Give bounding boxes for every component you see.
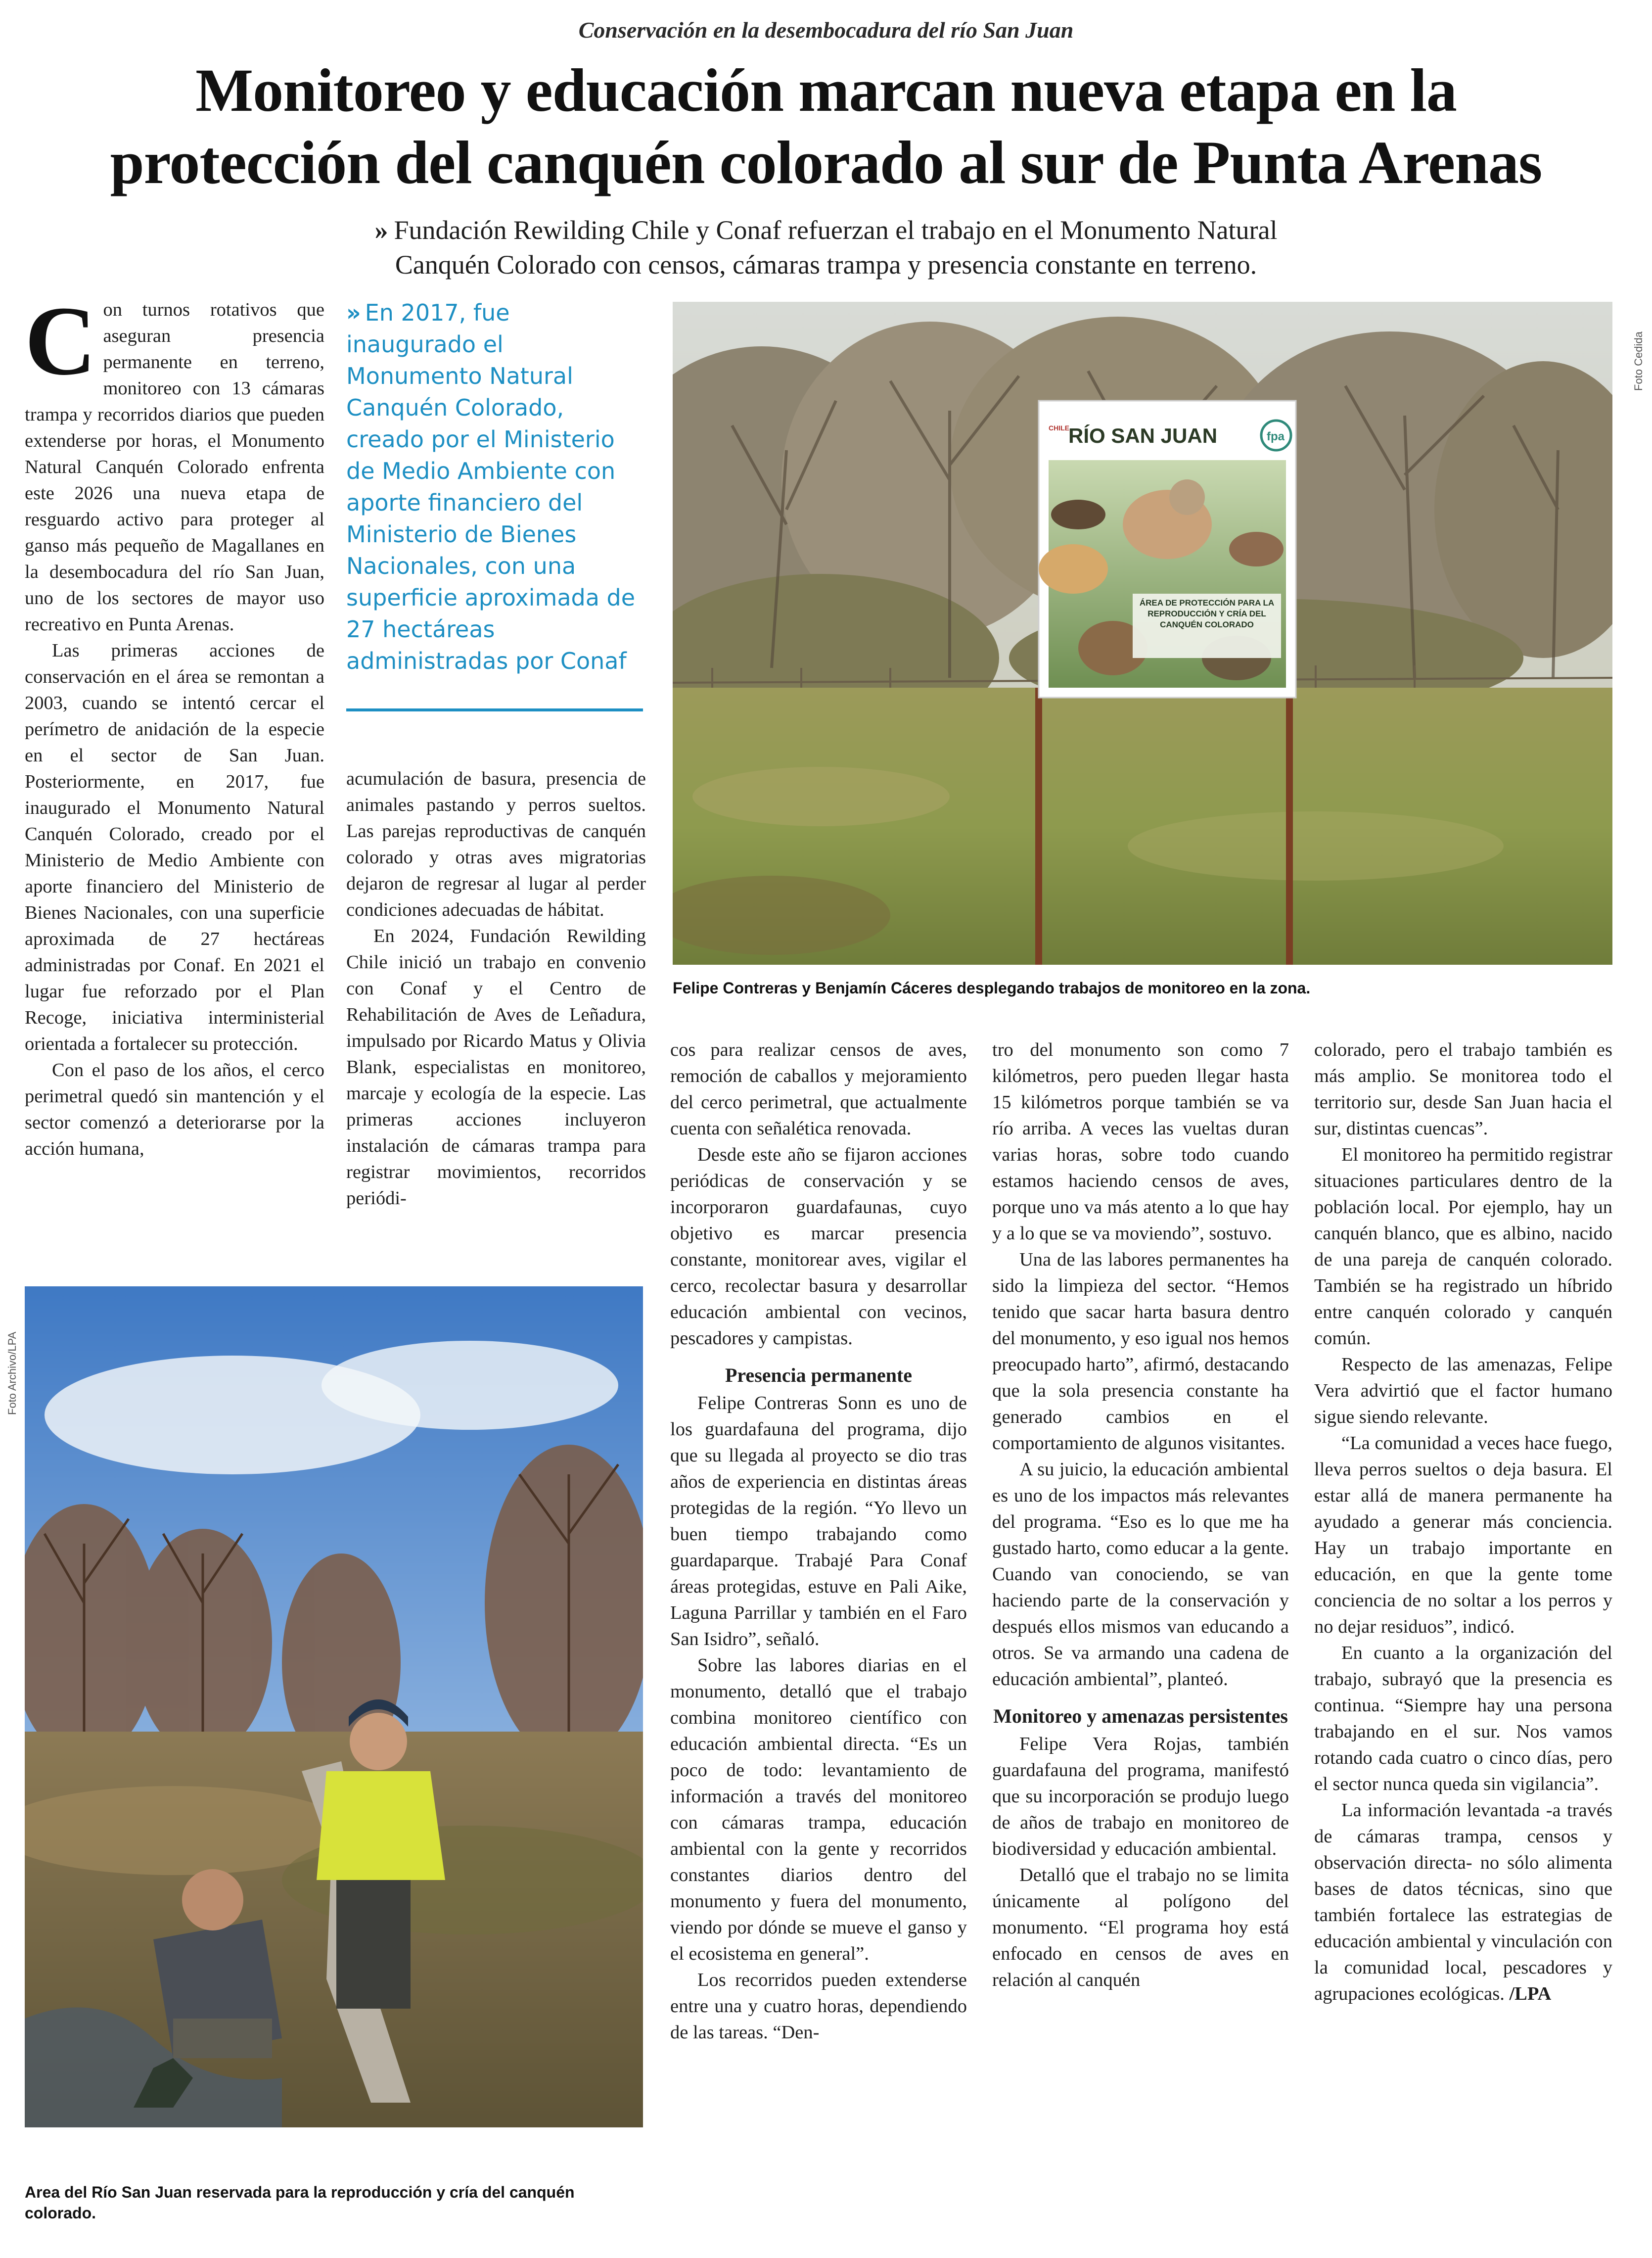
paragraph: colorado, pero el trabajo también es más amplio. Se monitorea todo el territorio sur, desde San Juan hacia el sur, distintas cuencas”. bbox=[1314, 1039, 1612, 1139]
paragraph: Felipe Vera Rojas, también guardafauna del programa, manifestó que su incorporación se produjo luego de años de trabajo en monitoreo de biodiversidad y educación ambiental. bbox=[992, 1734, 1289, 1859]
photo-sign bbox=[673, 302, 1612, 965]
paragraph: En cuanto a la organización del trabajo, subrayó que la presencia es continua. “Siempre hay una persona trabajando en el sur. Nos vamos rotando cada cuatro o cinco días, pero el sector nunca queda sin vigilancia”. bbox=[1314, 1643, 1612, 1794]
paragraph: Respecto de las amenazas, Felipe Vera advirtió que el factor humano sigue siendo relevante. bbox=[1314, 1354, 1612, 1427]
sign-badge: fpa bbox=[1267, 430, 1285, 443]
paragraph: Una de las labores permanentes ha sido la limpieza del sector. “Hemos tenido que sacar harta basura dentro del monumento, y eso igual nos hemos preocupado harto”, afirmó, destacando que la sola presencia constante ha generado cambios en el comportamiento de algunos visitantes. bbox=[992, 1249, 1289, 1454]
pull-quote-text: En 2017, fue inaugurado el Monumento Natural Canquén Colorado, creado por el Ministerio de Medio Ambiente con aporte financiero del Ministerio de Bienes Nacionales, con una superficie aproximada de 27 hectáreas administradas por Conaf bbox=[346, 299, 636, 674]
paragraph: Felipe Contreras Sonn es uno de los guardafauna del programa, dijo que su llegada al proyecto se dio tras años de experiencia en distintas áreas protegidas de la región. “Yo llevo un buen tiempo trabajando como guardaparque. Trabajé Para Conaf áreas protegidas, estuve en Pali Aike, Laguna Parrillar y también en el Faro San Isidro”, señaló. bbox=[670, 1393, 967, 1649]
sign-logo: CHILE bbox=[1049, 424, 1069, 432]
chevron-icon: » bbox=[346, 299, 361, 326]
deck-line-1: Fundación Rewilding Chile y Conaf refuerzan el trabajo en el Monumento Natural bbox=[394, 215, 1278, 245]
photo-guardafaunas-image bbox=[25, 1286, 643, 2127]
photo-caption-bottom: Area del Río San Juan reservada para la reproducción y cría del canquén colorado. bbox=[25, 2183, 575, 2222]
photo-guardafaunas bbox=[25, 1286, 643, 2127]
drop-cap: C bbox=[25, 286, 96, 396]
paragraph: tro del monumento son como 7 kilómetros, pero pueden llegar hasta 15 kilómetros porque también se va río arriba. A veces las vueltas duran varias horas, sobre todo cuando estamos haciendo censos de aves, porque uno va más atento a lo que hay y a lo que se va moviendo”, sostuvo. bbox=[992, 1039, 1289, 1244]
column-5 bbox=[1314, 1037, 1612, 2007]
paragraph: Detalló que el trabajo no se limita únicamente al polígono del monumento. “El programa hoy está enfocado en censos de aves en relación al canquén bbox=[992, 1865, 1289, 1990]
paragraph-text: La información levantada -a través de cámaras trampa, censos y observación directa- no sólo alimenta bases de datos técnicas, sino que también fortalece las estrategias de educación ambiental y vinculación con la comunidad local, pescadores y agrupaciones ecológicas. bbox=[1314, 1800, 1612, 2004]
photo-credit-bottom: Foto Archivo/LPA bbox=[6, 1331, 18, 1415]
headline bbox=[64, 54, 1588, 199]
column-2 bbox=[346, 766, 646, 1212]
chevron-icon: » bbox=[374, 215, 388, 245]
deck-line-2: Canquén Colorado con censos, cámaras trampa y presencia constante en terreno. bbox=[395, 250, 1257, 280]
headline-line-2: protección del canquén colorado al sur de Punta Arenas bbox=[110, 129, 1542, 196]
paragraph: Desde este año se fijaron acciones periódicas de conservación y se incorporaron guardafaunas, cuyo objetivo es marcar presencia constante, monitorear aves, vigilar el cerco, recolectar basura y desarrollar educación ambiental con vecinos, pescadores y campistas. bbox=[670, 1144, 967, 1349]
paragraph: Los recorridos pueden extenderse entre una y cuatro horas, dependiendo de las tareas. “Den- bbox=[670, 1970, 967, 2043]
paragraph: “La comunidad a veces hace fuego, lleva perros sueltos o deja basura. El estar allá de manera permanente ha ayudado a generar más conciencia. Hay un trabajo importante en educación, en que la gente tome conciencia de no soltar a los perros y no dejar residuos”, indicó. bbox=[1314, 1433, 1612, 1637]
column-4 bbox=[992, 1037, 1289, 1993]
pull-quote-rule bbox=[346, 708, 643, 711]
paragraph bbox=[1314, 1797, 1612, 2007]
paragraph: acumulación de basura, presencia de animales pastando y perros sueltos. Las parejas reproductivas de canquén colorado y otras aves migratorias dejaron de regresar al lugar al perder condiciones adecuadas de hábitat. bbox=[346, 768, 646, 920]
kicker: Conservación en la desembocadura del río San Juan bbox=[578, 17, 1074, 43]
signature: /LPA bbox=[1509, 1983, 1552, 2004]
subheading: Monitoreo y amenazas persistentes bbox=[993, 1705, 1288, 1727]
paragraph: El monitoreo ha permitido registrar situaciones particulares dentro de la población local. Por ejemplo, hay un canquén blanco, que es albino, nacido de una pareja de canquén colorado. También se ha registrado un híbrido entre canquén colorado y canquén común. bbox=[1314, 1144, 1612, 1349]
paragraph: Sobre las labores diarias en el monumento, detalló que el trabajo combina monitoreo científico con educación ambiental directa. “Es un poco de todo: levantamiento de información a través del monitoreo con cámaras trampa, educación ambiental con la gente y recorridos constantes diarios dentro del monumento y fuera del monumento, viendo por dónde se mueve el ganso y el ecosistema en general”. bbox=[670, 1655, 967, 1964]
paragraph: En 2024, Fundación Rewilding Chile inició un trabajo en convenio con Conaf y el Centro de Rehabilitación de Aves de Leñadura, impulsado por Ricardo Matus y Olivia Blank, especialistas en monitoreo, marcaje y ecología de la especie. Las primeras acciones incluyeron instalación de cámaras trampa para registrar movimientos, recorridos periódi- bbox=[346, 926, 646, 1209]
paragraph: Con el paso de los años, el cerco perimetral quedó sin mantención y el sector comenzó a deteriorarse por la acción humana, bbox=[25, 1060, 324, 1159]
photo-caption-top: Felipe Contreras y Benjamín Cáceres desplegando trabajos de monitoreo en la zona. bbox=[673, 979, 1311, 997]
subheading: Presencia permanente bbox=[725, 1364, 913, 1386]
column-3 bbox=[670, 1037, 967, 2046]
deck bbox=[277, 213, 1375, 282]
paragraph: on turnos rotativos que aseguran presencia permanente en terreno, monitoreo con 13 cámaras trampa y recorridos diarios que pueden extenderse por horas, el Monumento Natural Canquén Colorado enfrenta este 2026 una nueva etapa de resguardo activo para proteger al ganso más pequeño de Magallanes en la desembocadura del río San Juan, uno de los sectores de mayor uso recreativo en Punta Arenas. bbox=[25, 299, 324, 635]
pull-quote bbox=[346, 297, 643, 677]
sign-text: ÁREA DE PROTECCIÓN PARA LA REPRODUCCIÓN Y CRÍA DEL CANQUÉN COLORADO bbox=[1139, 598, 1275, 629]
headline-line-1: Monitoreo y educación marcan nueva etapa en la bbox=[195, 56, 1457, 124]
paragraph: A su juicio, la educación ambiental es uno de los impactos más relevantes del programa. “Eso es lo que me ha gustado harto, como educar a la gente. Cuando van conociendo, se van haciendo parte de la conservación y después ellos mismos van educando a otros. Se va armando una cadena de educación ambiental”, planteó. bbox=[992, 1459, 1289, 1690]
paragraph: cos para realizar censos de aves, remoción de caballos y mejoramiento del cerco perimetral, que actualmente cuenta con señalética renovada. bbox=[670, 1039, 967, 1139]
column-1 bbox=[25, 286, 324, 1162]
paragraph: Las primeras acciones de conservación en el área se remontan a 2003, cuando se intentó cercar el perímetro de anidación de la especie en el sector de San Juan. Posteriormente, en 2017, fue inaugurado el Monumento Natural Canquén Colorado, creado por el Ministerio de Medio Ambiente con aporte financiero del Ministerio de Bienes Nacionales, con una superficie aproximada de 27 hectáreas administradas por Conaf. En 2021 el lugar fue reforzado por el Plan Recoge, iniciativa interministerial orientada a fortalecer su protección. bbox=[25, 640, 324, 1054]
sign-title: RÍO SAN JUAN bbox=[1068, 424, 1218, 447]
photo-sign-image bbox=[673, 302, 1612, 965]
photo-credit-top: Foto Cedida bbox=[1632, 331, 1645, 391]
